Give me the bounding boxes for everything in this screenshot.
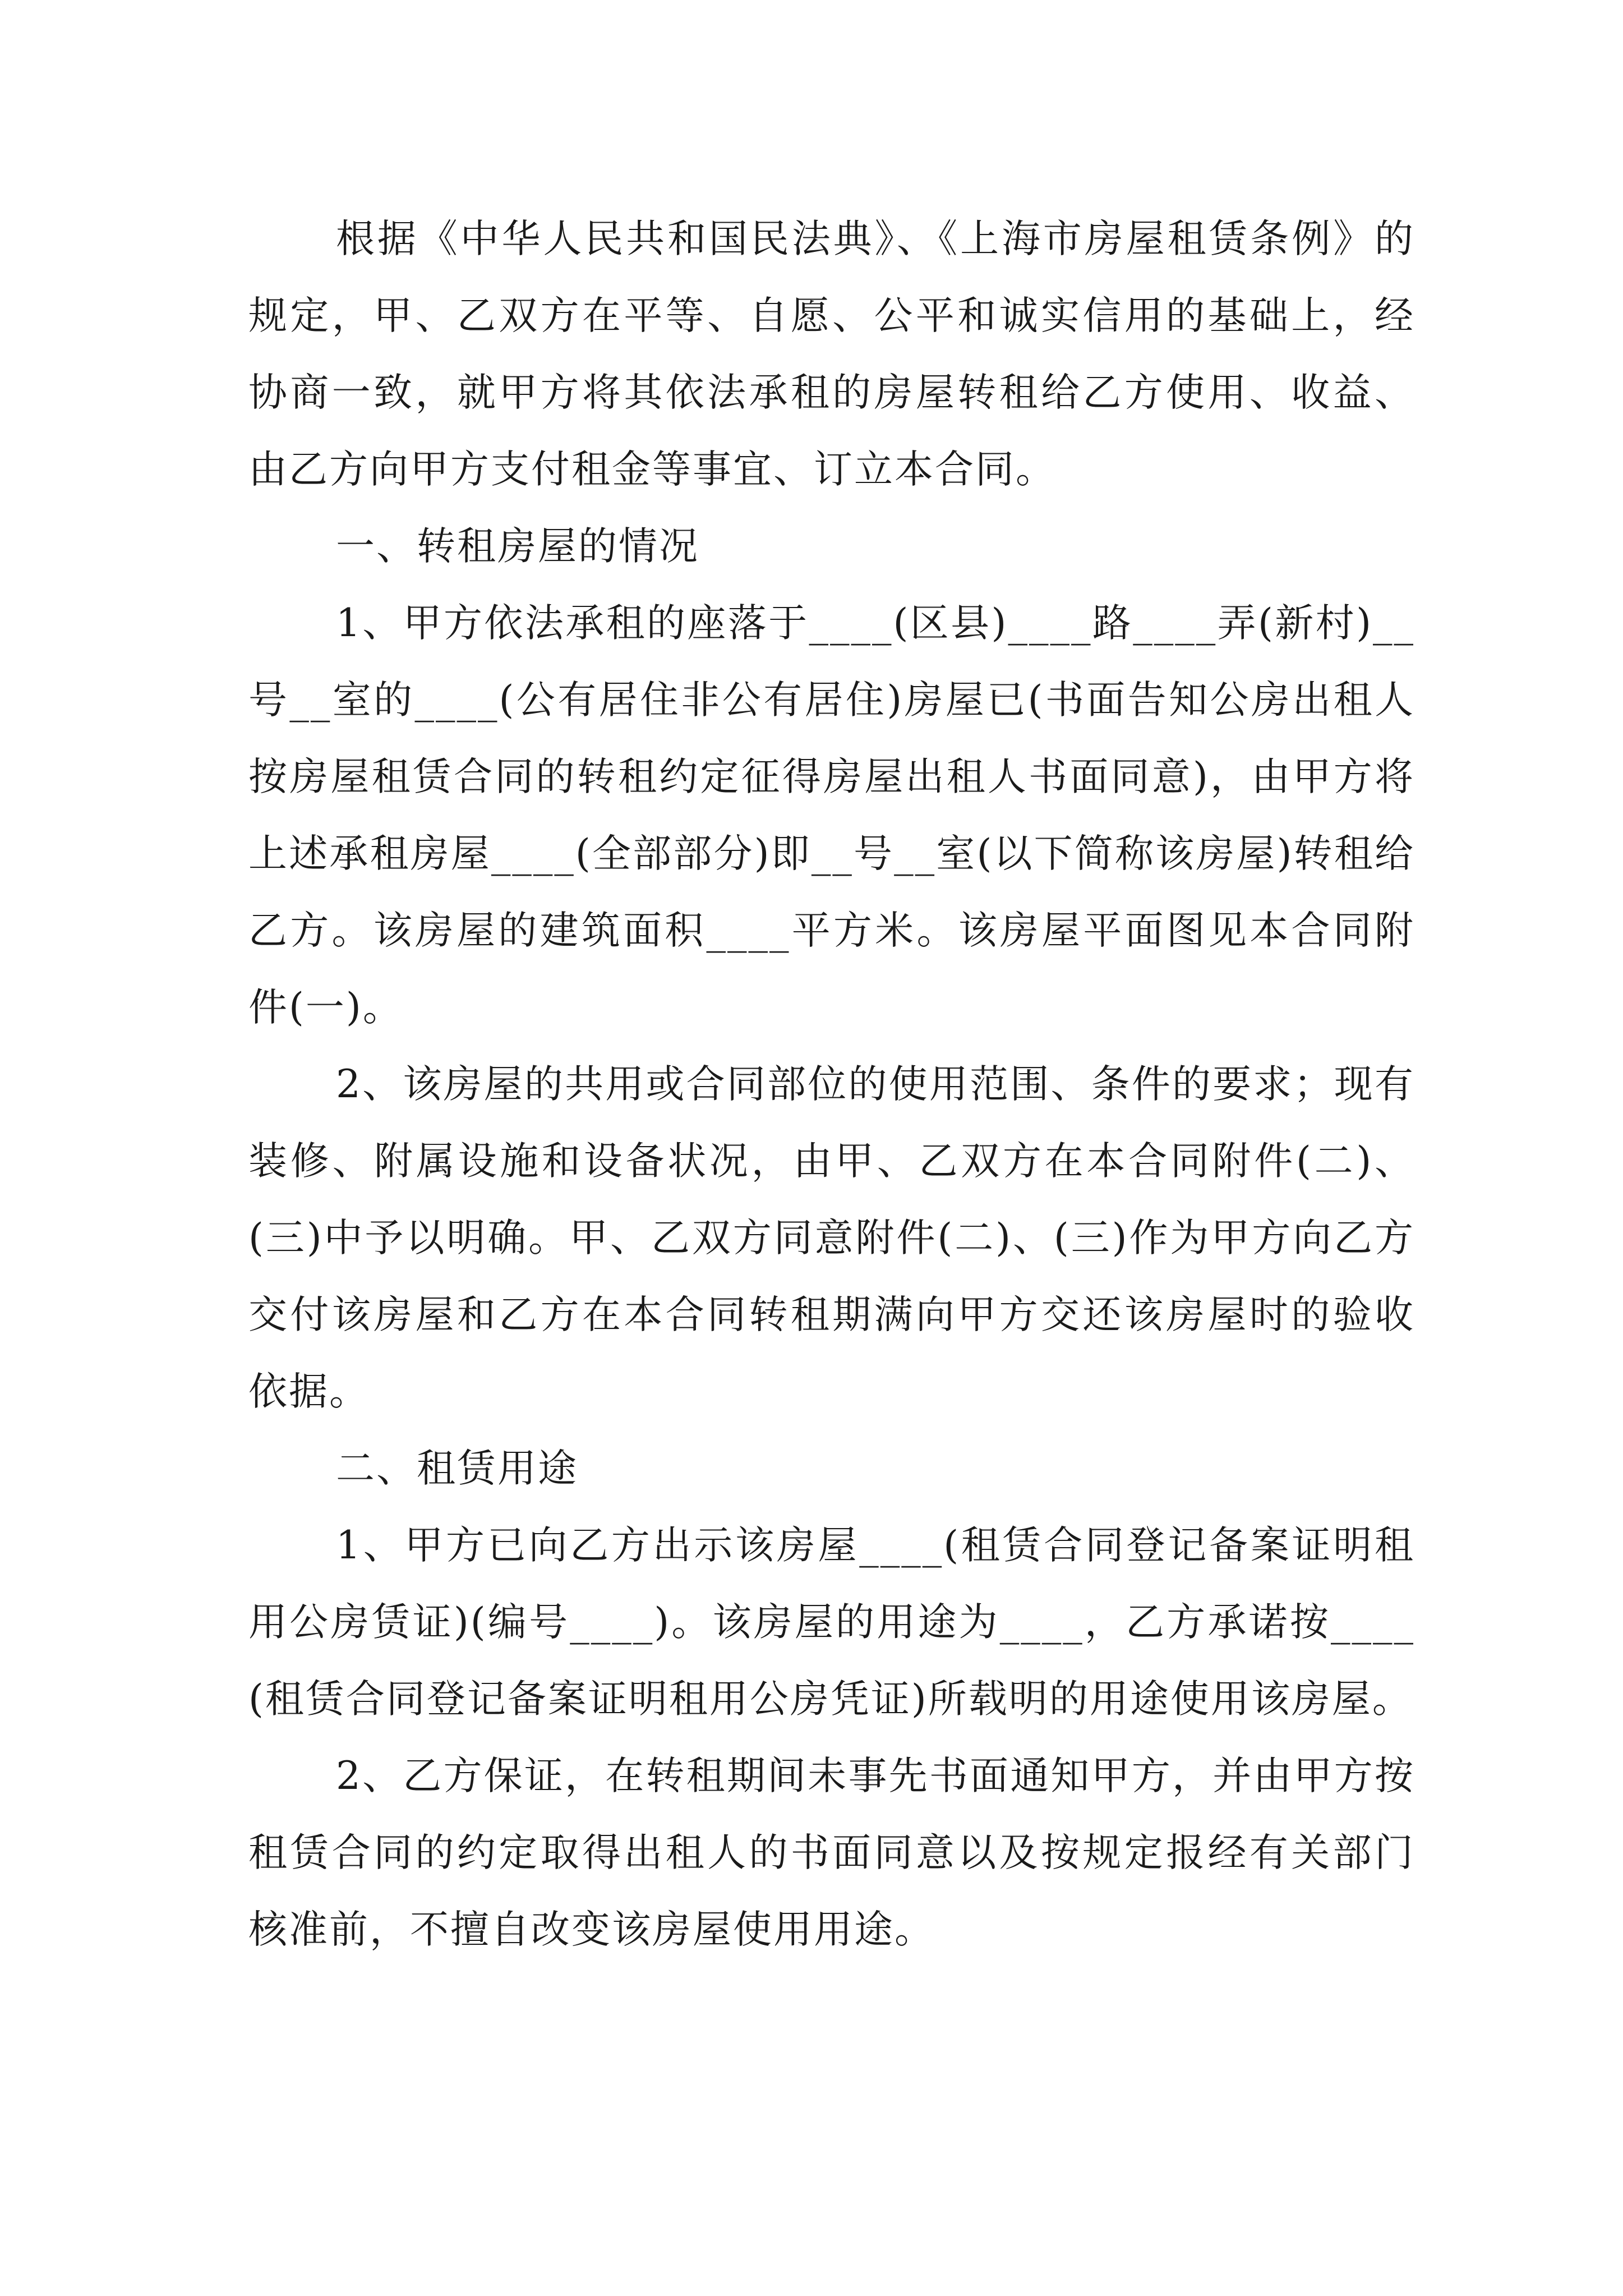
paragraph-1-1: 1、甲方依法承租的座落于____(区县)____路____弄(新村)__号__室的____(公有居住非公有居住)房屋已(书面告知公房出租人按房屋租赁合同的转租约定征得房屋出租人书面同意)，由甲方将上述承租房屋____(全部部分)即__号__室(以下简称该房屋)转租给乙方。该房屋的建筑面积____平方米。该房屋平面图见本合同附件(一)。 [248,601,1415,1030]
document-page [248,201,1415,1968]
section-heading-2: 二、租赁用途 [336,1446,578,1491]
section-heading-1: 一、转租房屋的情况 [336,524,699,569]
paragraph-preamble: 根据《中华人民共和国民法典》、《上海市房屋租赁条例》的规定，甲、乙双方在平等、自愿、公平和诚实信用的基础上，经协商一致，就甲方将其依法承租的房屋转租给乙方使用、收益、由乙方向甲方支付租金等事宜、订立本合同。 [248,217,1415,492]
paragraph-2-1: 1、甲方已向乙方出示该房屋____(租赁合同登记备案证明租用公房赁证)(编号____)。该房屋的用途为____，乙方承诺按____(租赁合同登记备案证明租用公房凭证)所载明的用途使用该房屋。 [248,1523,1415,1722]
paragraph-2-2: 2、乙方保证，在转租期间未事先书面通知甲方，并由甲方按租赁合同的约定取得出租人的书面同意以及按规定报经有关部门核准前，不擅自改变该房屋使用用途。 [248,1754,1415,1952]
paragraph-1-2: 2、该房屋的共用或合同部位的使用范围、条件的要求；现有装修、附属设施和设备状况，由甲、乙双方在本合同附件(二)、(三)中予以明确。甲、乙双方同意附件(二)、(三)作为甲方向乙方交付该房屋和乙方在本合同转租期满向甲方交还该房屋时的验收依据。 [248,1062,1415,1414]
